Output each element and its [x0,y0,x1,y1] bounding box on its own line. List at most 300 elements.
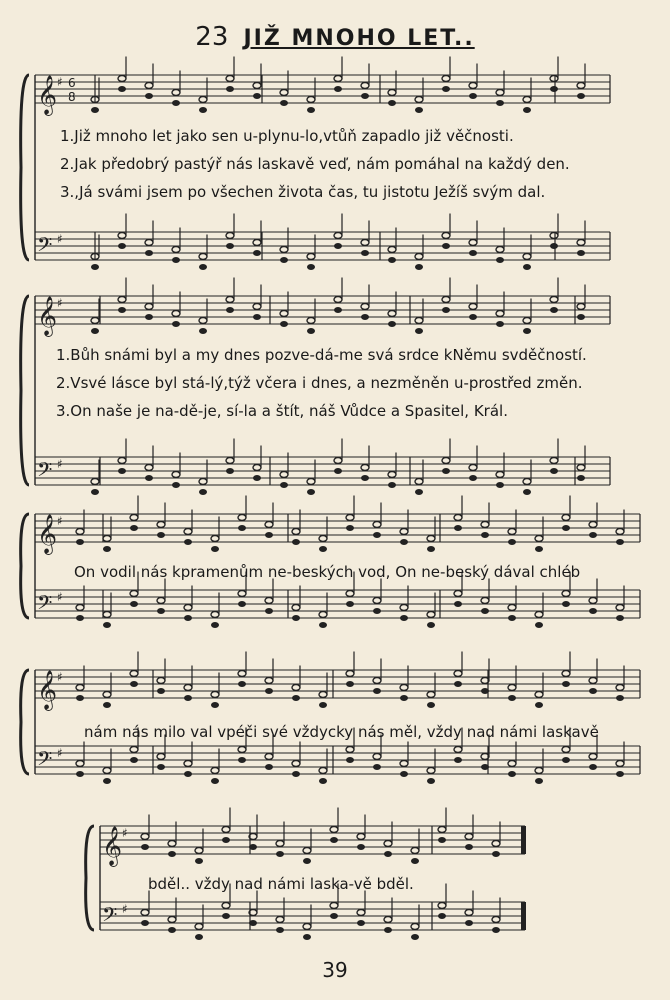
note-head [238,681,246,687]
note-head [616,761,624,767]
note-head [523,328,531,334]
treble-clef-icon: 𝄞 [37,296,58,336]
note-head [400,539,408,545]
note-head [388,100,396,106]
note-head [562,515,570,521]
note-head [199,318,207,324]
note-head [589,688,597,694]
note-head [550,297,558,303]
note-head [361,314,369,320]
note-head [280,311,288,317]
note-head [238,747,246,753]
note-head [373,522,381,528]
note-head [292,685,300,691]
note-head [226,233,234,239]
note-head [211,692,219,698]
note-head [346,515,354,521]
note-head [334,468,342,474]
note-head [384,841,392,847]
note-head [357,910,365,916]
sharp-icon: ♯ [57,232,63,246]
note-head [361,475,369,481]
note-head [535,778,543,784]
note-head [492,851,500,857]
note-head [184,605,192,611]
note-head [103,768,111,774]
note-head [303,858,311,864]
note-head [145,83,153,89]
note-head [577,250,585,256]
note-head [91,107,99,113]
note-head [589,608,597,614]
note-head [307,97,315,103]
note-head [184,761,192,767]
note-head [550,468,558,474]
note-head [469,314,477,320]
note-head [292,539,300,545]
note-head [303,934,311,940]
note-head [130,515,138,521]
note-head [280,100,288,106]
sharp-icon: ♯ [122,902,128,916]
lyric-line: 3.On naše je na-dě-je, sí-la a štít, náš Vůdce a Spasitel, Král. [56,402,508,420]
note-head [145,250,153,256]
note-head [616,615,624,621]
note-head [330,837,338,843]
note-head [469,465,477,471]
note-head [307,107,315,113]
note-head [562,747,570,753]
note-head [535,546,543,552]
note-head [199,254,207,260]
note-head [508,685,516,691]
note-head [103,692,111,698]
note-head [442,307,450,313]
note-head [280,482,288,488]
system-brace [21,296,29,485]
note-head [211,536,219,542]
lyric-line: On vodil nás kpramenům ne-beských vod, On ne-beský dával chléb [74,563,581,581]
note-head [577,314,585,320]
note-head [253,93,261,99]
note-head [535,692,543,698]
note-head [222,827,230,833]
treble-clef-icon: 𝄞 [37,75,58,115]
note-head [118,243,126,249]
note-head [442,86,450,92]
note-head [496,247,504,253]
treble-clef-icon: 𝄞 [102,826,123,866]
note-head [222,903,230,909]
note-head [411,848,419,854]
note-head [276,851,284,857]
note-head [589,522,597,528]
note-head [550,243,558,249]
note-head [319,546,327,552]
note-head [172,321,180,327]
note-head [442,458,450,464]
note-head [523,489,531,495]
note-head [361,93,369,99]
note-head [145,465,153,471]
note-head [481,598,489,604]
note-head [130,681,138,687]
note-head [415,97,423,103]
note-head [492,927,500,933]
note-head [195,934,203,940]
note-head [184,695,192,701]
note-head [616,685,624,691]
note-head [562,671,570,677]
note-head [415,264,423,270]
note-head [253,314,261,320]
note-head [199,479,207,485]
note-head [253,250,261,256]
note-head [265,754,273,760]
note-head [145,475,153,481]
note-head [222,913,230,919]
note-head [373,678,381,684]
note-head [469,83,477,89]
note-head [373,598,381,604]
note-head [492,841,500,847]
note-head [550,86,558,92]
note-head [253,240,261,246]
note-head [276,917,284,923]
note-head [361,240,369,246]
note-head [373,754,381,760]
note-head [357,834,365,840]
note-head [118,297,126,303]
note-head [562,601,570,607]
note-head [481,608,489,614]
note-head [454,757,462,763]
note-head [195,848,203,854]
note-head [118,458,126,464]
note-head [168,841,176,847]
treble-clef-icon: 𝄞 [37,514,58,554]
note-head [577,83,585,89]
note-head [334,76,342,82]
note-head [303,924,311,930]
note-head [577,240,585,246]
note-head [384,927,392,933]
note-head [222,837,230,843]
note-head [172,247,180,253]
note-head [388,247,396,253]
note-head [211,702,219,708]
note-head [415,328,423,334]
note-head [253,465,261,471]
note-head [211,622,219,628]
note-head [346,671,354,677]
note-head [292,605,300,611]
note-head [103,546,111,552]
note-head [427,536,435,542]
note-head [172,472,180,478]
note-head [535,612,543,618]
note-head [438,913,446,919]
note-head [438,827,446,833]
note-head [496,311,504,317]
note-head [157,598,165,604]
note-head [411,934,419,940]
note-head [141,910,149,916]
system-brace [21,514,29,618]
note-head [442,468,450,474]
note-head [103,612,111,618]
system-brace [21,670,29,774]
note-head [535,536,543,542]
note-head [265,688,273,694]
note-head [346,591,354,597]
note-head [400,529,408,535]
note-head [384,917,392,923]
note-head [400,771,408,777]
note-head [346,601,354,607]
time-signature: 8 [68,90,76,104]
page-number: 39 [322,958,348,982]
note-head [238,515,246,521]
note-head [411,924,419,930]
note-head [307,328,315,334]
note-head [307,254,315,260]
note-head [492,917,500,923]
note-head [199,107,207,113]
note-head [415,489,423,495]
note-head [265,598,273,604]
note-head [199,328,207,334]
note-head [319,536,327,542]
lyric-line: 1.Již mnoho let jako sen u-plynu-lo,vtůň zapadlo již věčnosti. [60,127,514,145]
note-head [280,247,288,253]
note-head [307,264,315,270]
note-head [427,622,435,628]
note-head [172,311,180,317]
note-head [400,685,408,691]
lyric-line: 2.Vsvé lásce byl stá-lý,týž včera i dnes, a nezměněn u-prostřed změn. [56,374,583,392]
sharp-icon: ♯ [57,746,63,760]
note-head [535,768,543,774]
note-head [319,702,327,708]
note-head [292,771,300,777]
note-head [469,240,477,246]
note-head [276,841,284,847]
lyric-line: 3.,Já svámi jsem po všechen života čas, tu jistotu Ježíš svým dal. [60,183,546,201]
bass-clef-icon: 𝄢 [102,903,118,931]
sharp-icon: ♯ [57,75,63,89]
note-head [481,532,489,538]
time-signature: 6 [68,76,76,90]
note-head [427,768,435,774]
note-head [172,482,180,488]
note-head [211,778,219,784]
note-head [438,903,446,909]
note-head [346,757,354,763]
note-head [141,920,149,926]
note-head [535,702,543,708]
note-head [226,468,234,474]
sharp-icon: ♯ [57,296,63,310]
note-head [388,257,396,263]
note-head [130,757,138,763]
note-head [496,472,504,478]
note-head [319,692,327,698]
note-head [226,307,234,313]
note-head [168,851,176,857]
note-head [76,695,84,701]
note-head [172,90,180,96]
note-head [442,233,450,239]
note-head [76,685,84,691]
note-head [535,622,543,628]
note-head [496,482,504,488]
song-number: 23 [195,22,229,52]
note-head [346,747,354,753]
system-brace [86,826,94,930]
note-head [130,747,138,753]
note-head [388,311,396,317]
note-head [157,688,165,694]
note-head [454,671,462,677]
note-head [616,695,624,701]
note-head [76,529,84,535]
note-head [292,695,300,701]
note-head [265,522,273,528]
note-head [280,321,288,327]
note-head [211,546,219,552]
note-head [319,622,327,628]
note-head [523,97,531,103]
note-head [465,834,473,840]
note-head [589,754,597,760]
note-head [400,605,408,611]
note-head [361,83,369,89]
note-head [238,601,246,607]
note-head [265,532,273,538]
note-head [172,100,180,106]
note-head [589,678,597,684]
note-head [238,757,246,763]
note-head [130,601,138,607]
note-head [361,250,369,256]
note-head [184,615,192,621]
note-head [292,615,300,621]
lyric-line: bděl.. vždy nad námi laska-vě bděl. [148,875,414,893]
note-head [76,771,84,777]
sharp-icon: ♯ [57,670,63,684]
note-head [76,615,84,621]
note-head [427,692,435,698]
note-head [141,844,149,850]
note-head [76,761,84,767]
note-head [562,591,570,597]
note-head [469,93,477,99]
note-head [465,910,473,916]
note-head [496,321,504,327]
note-head [442,297,450,303]
note-head [400,761,408,767]
note-head [616,605,624,611]
note-head [172,257,180,263]
note-head [523,479,531,485]
note-head [199,97,207,103]
bass-clef-icon: 𝄢 [37,458,53,486]
note-head [168,927,176,933]
note-head [508,771,516,777]
note-head [319,778,327,784]
note-head [562,525,570,531]
note-head [157,522,165,528]
note-head [280,90,288,96]
note-head [411,858,419,864]
sharp-icon: ♯ [122,826,128,840]
note-head [334,233,342,239]
lyric-line: 2.Jak předobrý pastýř nás laskavě veď, nám pomáhal na každý den. [60,155,570,173]
note-head [550,233,558,239]
note-head [589,598,597,604]
note-head [280,257,288,263]
note-head [481,522,489,528]
note-head [465,844,473,850]
note-head [199,489,207,495]
note-head [454,601,462,607]
bass-clef-icon: 𝄢 [37,591,53,619]
note-head [469,475,477,481]
note-head [145,304,153,310]
note-head [346,681,354,687]
note-head [157,754,165,760]
note-head [195,858,203,864]
note-head [145,93,153,99]
final-barline [521,826,526,854]
note-head [307,489,315,495]
note-head [550,458,558,464]
note-head [438,837,446,843]
note-head [91,264,99,270]
note-head [265,764,273,770]
note-head [361,304,369,310]
note-head [469,250,477,256]
note-head [373,608,381,614]
note-head [157,608,165,614]
note-head [346,525,354,531]
treble-clef-icon: 𝄞 [37,670,58,710]
note-head [91,328,99,334]
note-head [280,472,288,478]
note-head [168,917,176,923]
note-head [145,314,153,320]
note-head [253,83,261,89]
note-head [118,307,126,313]
note-head [253,475,261,481]
note-head [199,264,207,270]
note-head [415,107,423,113]
note-head [334,86,342,92]
note-head [276,927,284,933]
note-head [400,615,408,621]
note-head [550,76,558,82]
bass-clef-icon: 𝄢 [37,747,53,775]
note-head [550,307,558,313]
note-head [307,479,315,485]
note-head [589,764,597,770]
note-head [184,771,192,777]
note-head [577,93,585,99]
note-head [562,681,570,687]
lyric-line: 1.Bůh snámi byl a my dnes pozve-dá-me svá srdce kNěmu svděčností. [56,346,587,364]
note-head [508,605,516,611]
